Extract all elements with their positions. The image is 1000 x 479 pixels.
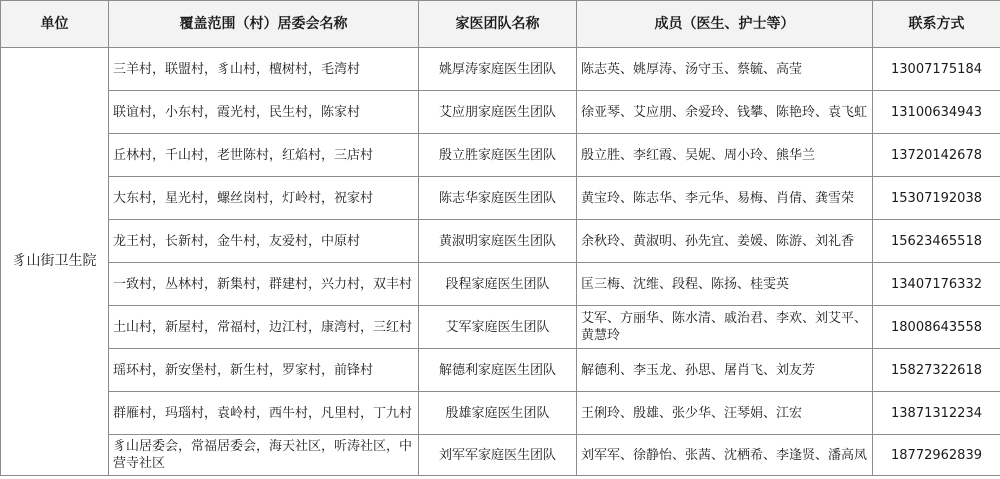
header-contact: 联系方式	[873, 1, 1000, 48]
coverage-cell: 丘林村，千山村，老世陈村，红焰村，三店村	[109, 134, 419, 177]
header-unit: 单位	[1, 1, 109, 48]
table-row	[1, 392, 1000, 435]
members-cell: 余秋玲、黄淑明、孙先宜、姜媛、陈游、刘礼香	[577, 220, 873, 263]
members-cell: 黄宝玲、陈志华、李元华、易梅、肖倩、龚雪荣	[577, 177, 873, 220]
phone-cell: 13871312234	[873, 392, 1000, 435]
members-cell: 殷立胜、李红霞、吴妮、周小玲、熊华兰	[577, 134, 873, 177]
phone-cell: 13100634943	[873, 91, 1000, 134]
table-row	[1, 220, 1000, 263]
team-cell: 段程家庭医生团队	[419, 263, 577, 306]
members-cell: 徐亚琴、艾应朋、余爱玲、钱攀、陈艳玲、袁飞虹	[577, 91, 873, 134]
phone-cell: 13007175184	[873, 48, 1000, 91]
phone-cell: 13407176332	[873, 263, 1000, 306]
team-cell: 解德利家庭医生团队	[419, 349, 577, 392]
coverage-cell: 土山村，新屋村，常福村，边江村，康湾村，三红村	[109, 306, 419, 349]
team-cell: 艾军家庭医生团队	[419, 306, 577, 349]
members-cell: 匡三梅、沈维、段程、陈扬、桂雯英	[577, 263, 873, 306]
header-members: 成员（医生、护士等）	[577, 1, 873, 48]
unit-cell: 豸山街卫生院	[1, 48, 109, 476]
team-cell: 刘军军家庭医生团队	[419, 435, 577, 476]
phone-cell: 15623465518	[873, 220, 1000, 263]
members-cell: 艾军、方丽华、陈水清、戚治君、李欢、刘艾平、黄慧玲	[577, 306, 873, 349]
phone-cell: 15827322618	[873, 349, 1000, 392]
team-cell: 陈志华家庭医生团队	[419, 177, 577, 220]
coverage-cell: 联谊村，小东村，霞光村，民生村，陈家村	[109, 91, 419, 134]
team-cell: 姚厚涛家庭医生团队	[419, 48, 577, 91]
members-cell: 王俐玲、殷雄、张少华、汪琴娟、江宏	[577, 392, 873, 435]
table-row	[1, 263, 1000, 306]
members-cell: 解德利、李玉龙、孙思、屠肖飞、刘友芳	[577, 349, 873, 392]
team-cell: 艾应朋家庭医生团队	[419, 91, 577, 134]
coverage-cell: 三羊村，联盟村，豸山村，檀树村，毛湾村	[109, 48, 419, 91]
table-row	[1, 177, 1000, 220]
table-row	[1, 91, 1000, 134]
phone-cell: 18772962839	[873, 435, 1000, 476]
coverage-cell: 一致村，丛林村，新集村，群建村，兴力村，双丰村	[109, 263, 419, 306]
table-row	[1, 134, 1000, 177]
team-cell: 殷立胜家庭医生团队	[419, 134, 577, 177]
phone-cell: 18008643558	[873, 306, 1000, 349]
coverage-cell: 龙王村，长新村，金牛村，友爱村，中原村	[109, 220, 419, 263]
coverage-cell: 瑶环村，新安堡村，新生村，罗家村，前锋村	[109, 349, 419, 392]
team-cell: 黄淑明家庭医生团队	[419, 220, 577, 263]
coverage-cell: 群雁村，玛瑙村，袁岭村，西牛村，凡里村，丁九村	[109, 392, 419, 435]
coverage-cell: 大东村，星光村，螺丝岗村，灯岭村，祝家村	[109, 177, 419, 220]
table-row	[1, 349, 1000, 392]
table-row	[1, 435, 1000, 476]
table-row	[1, 306, 1000, 349]
header-row	[1, 1, 1000, 48]
header-coverage: 覆盖范围（村）居委会名称	[109, 1, 419, 48]
members-cell: 刘军军、徐静怡、张茜、沈栖希、李逢贤、潘高凤	[577, 435, 873, 476]
coverage-cell: 豸山居委会，常福居委会，海天社区，听涛社区，中营寺社区	[109, 435, 419, 476]
members-cell: 陈志英、姚厚涛、汤守玉、蔡毓、高莹	[577, 48, 873, 91]
phone-cell: 13720142678	[873, 134, 1000, 177]
phone-cell: 15307192038	[873, 177, 1000, 220]
header-team: 家医团队名称	[419, 1, 577, 48]
table-row	[1, 48, 1000, 91]
team-cell: 殷雄家庭医生团队	[419, 392, 577, 435]
